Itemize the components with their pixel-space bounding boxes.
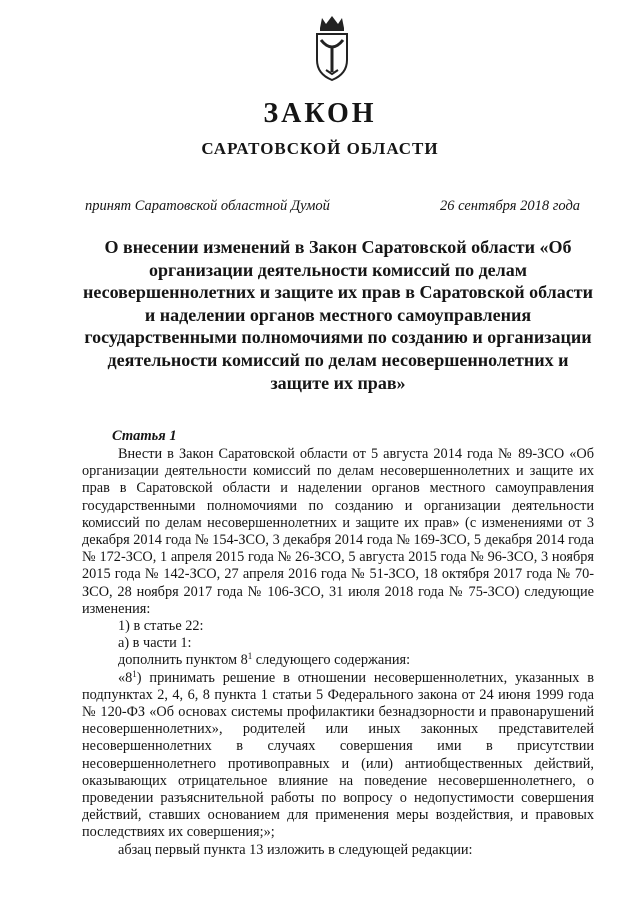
- article-intro: Внести в Закон Саратовской области от 5 августа 2014 года № 89-ЗСО «Об организации деятельности комиссий по делам несовершеннолетних и защите их прав в Саратовской области и наделении органов местного самоуправления государственными полномочиями по созданию и организации деятельности комиссий по делам несовершеннолетних и защите их прав» (с изменениями от 3 декабря 2014 года № 154-ЗСО, 3 декабря 2014 года № 169-ЗСО, 5 декабря 2014 года № 172-ЗСО, 1 апреля 2015 года № 26-ЗСО, 5 августа 2015 года № 96-ЗСО, 3 ноября 2015 года № 142-ЗСО, 27 апреля 2016 года № 51-ЗСО, 18 октября 2017 года № 70-ЗСО, 28 ноября 2017 года № 106-ЗСО, 31 июля 2018 года № 75-ЗСО) следующие изменения:: [82, 446, 594, 617]
- saratov-coat-of-arms-icon: [312, 14, 352, 84]
- document-type: ЗАКОН: [263, 98, 377, 129]
- adoption-date: 26 сентября 2018 года: [440, 198, 581, 214]
- add-point-instruction: дополнить пунктом $8^1$ следующего содержания:: [118, 651, 411, 669]
- item-1: 1) в статье 22:: [118, 618, 204, 635]
- article-heading: Статья 1: [112, 428, 177, 444]
- adopted-by: принят Саратовской областной Думой: [85, 198, 330, 214]
- article-body: [82, 446, 594, 859]
- new-point-text: «$8^1$) принимать решение в отношении несовершеннолетних, указанных в подпунктах 2, 4, 6, 8 пункта 1 статьи 5 Федерального закона от 24 июня 1999 года № 120-ФЗ «Об основах системы профилактики безнадзорности и правонарушений несовершеннолетних», родителей или иных законных представителей несовершеннолетних в случаях совершения ими в присутствии несовершеннолетнего противоправных и (или) антиобщественных действий, оказывающих отрицательное влияние на поведение несовершеннолетнего, о проведении разъяснительной работы по вопросу о недопустимости совершения действий, ставших основанием для применения меры воздействия, и правовых последствиях их совершения;»;: [82, 668, 594, 841]
- last-instruction: абзац первый пункта 13 изложить в следующей редакции:: [118, 841, 473, 858]
- item-1a: а) в части 1:: [118, 635, 192, 652]
- region-name: САРАТОВСКОЙ ОБЛАСТИ: [201, 139, 439, 158]
- law-title: О внесении изменений в Закон Саратовской области «Об организации деятельности комиссий по делам несовершеннолетних и защите их прав в Саратовской области и наделении органов местного самоуправления государственными полномочиями по созданию и организации деятельности комиссий по делам несовершеннолетних и защите их прав»: [83, 237, 593, 393]
